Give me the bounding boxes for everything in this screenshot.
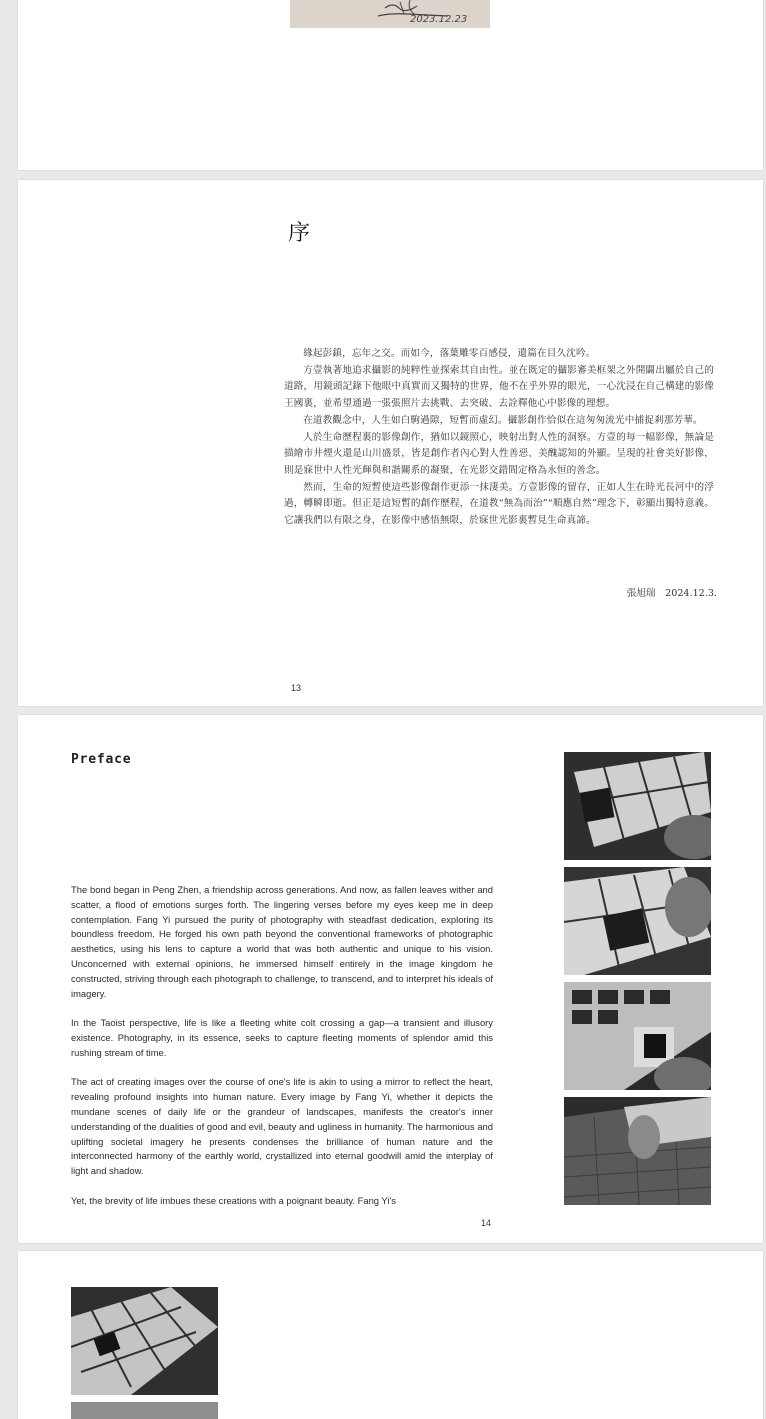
paragraph: In the Taoist perspective, life is like a fleeting white colt crossing a gap—a transient and illusory existence. Photography, in its essence, seeks to capture fleeting moments of splendor amid this rushing stream of time. <box>71 1017 493 1058</box>
paragraph: 人於生命歷程裏的影像創作，猶如以鏡照心，映射出對人性的洞察。方壹的每一幅影像，無論是描繪市井煙火還是山川盛景，皆是創作者內心對人性善惡、美醜認知的外顯。呈現的社會美好影像，則是寐世中人性光輝與和諧關系的凝聚，在光影交錯間定格為永恒的善念。 <box>284 431 714 476</box>
photo-contact-sheets <box>71 1287 218 1395</box>
paragraph: The bond began in Peng Zhen, a friendship across generations. And now, as fallen leaves wither and scatter, a flood of emotions surges forth. The lingering verses before my eyes keep me in deep contemplation. Fang Yi pursued the purity of photography with steadfast dedication, exploring its boundless freedom. He forged his own path beyond the conventional frameworks of photographic aesthetics, using his lens to capture a world that was both authentic and unique to his vision. Unconcerned with external opinions, he immersed himself entirely in the image kingdom he constructed, striving through each photograph to challenge, to transcend, and to interpret his ideals of imagery. <box>71 884 493 999</box>
page-15 <box>18 1251 763 1419</box>
photo-contact-sheets <box>71 1402 218 1419</box>
page-14 <box>18 715 763 1243</box>
signature-photo <box>290 0 490 28</box>
paragraph: 緣起彭鎮，忘年之交。而如今，落葉雕零百感侵，遺篇在目久沈吟。 <box>303 348 596 359</box>
page-12 <box>18 0 763 170</box>
paragraph: The act of creating images over the course of one's life is akin to using a mirror to reflect the heart, revealing profound insights into human nature. Every image by Fang Yi, whether it depicts the mundane scenes of daily life or the grandeur of landscapes, manifests the creator's inner understanding of the dualities of good and evil, beauty and ugliness in humanity. The harmonious and uplifting societal imagery he presents condenses the brilliance of human nature and the interconnected harmony of the earthly world, crystallized into eternal goodwill amid the interplay of light and shadow. <box>71 1076 493 1177</box>
photo-contact-sheets <box>564 752 711 860</box>
page-13 <box>18 180 763 706</box>
photo-contact-sheets <box>564 867 711 975</box>
author-signature: 張旭瑞 2024.12.3. <box>626 588 717 599</box>
page-number: 14 <box>481 1218 492 1228</box>
page-number: 13 <box>291 683 302 693</box>
photo-contact-sheets <box>564 982 711 1090</box>
page-title: Preface <box>71 752 132 767</box>
paragraph: 然而，生命的短暫使這些影像創作更添一抹淒美。方壹影像的留存，正如人生在時光長河中的浮過，轉瞬即逝。但正是這短暫的創作歷程，在道教“無為而治”“順應自然”理念下，彰顯出獨特意義。它讓我們以有限之身，在影像中感悟無限，於寐世光影裏暫見生命真諦。 <box>284 481 714 527</box>
paragraph: Yet, the brevity of life imbues these creations with a poignant beauty. Fang Yi's <box>71 1194 396 1206</box>
paragraph: 在道教觀念中，人生如白駒過隙，短暫而虛幻。攝影創作恰似在這匆匆流光中捕捉剎那芳華。 <box>303 414 703 426</box>
svg-text:2023.12.23: 2023.12.23 <box>410 14 468 25</box>
page-title: 序 <box>288 221 311 246</box>
paragraph: 方壹執著地追求攝影的純粹性並探索其自由性。並在既定的攝影審美框架之外開闢出屬於自己的道路，用鏡頭記錄下他眼中真實而又獨特的世界，他不在乎外界的眼光，一心沈浸在自己構建的影像王國裏，並希望通過一張張照片去挑戰、去突破、去詮釋他心中影像的理想。 <box>284 364 714 410</box>
preface-text-en <box>71 883 493 1223</box>
preface-text-zh <box>284 346 714 530</box>
photo-contact-sheets <box>564 1097 711 1205</box>
